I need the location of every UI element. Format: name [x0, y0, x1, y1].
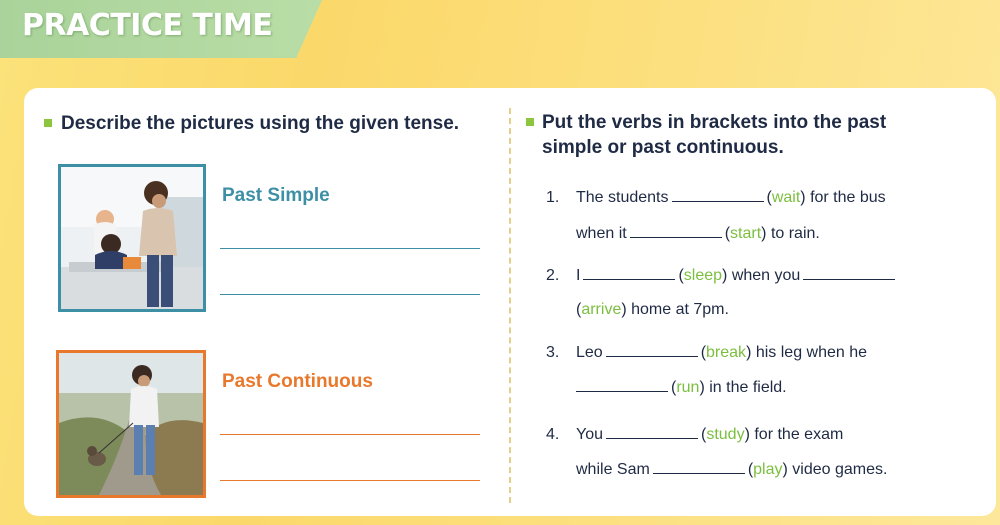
exercise-4-line-2: while Sam (play) video games. — [576, 461, 888, 478]
exercise-2-line-1: 2. I (sleep) when you — [546, 265, 898, 286]
answer-line[interactable] — [220, 434, 480, 435]
blank[interactable] — [653, 459, 745, 474]
tense-label-past-continuous: Past Continuous — [222, 371, 373, 392]
blank[interactable] — [583, 265, 675, 280]
blank[interactable] — [803, 265, 895, 280]
answer-line[interactable] — [220, 480, 480, 481]
exercise-1-line-2: when it (start) to rain. — [576, 225, 820, 242]
exercise-3-line-2: (run) in the field. — [576, 377, 787, 398]
tense-label-past-simple: Past Simple — [222, 185, 330, 206]
right-instruction: Put the verbs in brackets into the past simple or past continuous. — [542, 112, 887, 158]
left-instruction: Describe the pictures using the given tense. — [61, 113, 460, 134]
blank[interactable] — [630, 223, 722, 238]
blank[interactable] — [672, 187, 764, 202]
bullet-icon — [44, 119, 52, 127]
exercise-1-line-1: 1. The students (wait) for the bus — [546, 189, 886, 206]
exercise-4-line-1: 4. You (study) for the exam — [546, 426, 844, 443]
blank[interactable] — [606, 424, 698, 439]
classroom-photo — [58, 164, 206, 312]
exercise-2-line-2: (arrive) home at 7pm. — [576, 301, 729, 318]
worksheet-card — [24, 88, 996, 516]
exercise-3-line-1: 3. Leo (break) his leg when he — [546, 344, 868, 361]
blank[interactable] — [606, 342, 698, 357]
answer-line[interactable] — [220, 248, 480, 249]
bullet-icon — [526, 118, 534, 126]
boy-with-dog-photo — [56, 350, 206, 498]
blank[interactable] — [576, 377, 668, 392]
column-divider — [509, 108, 511, 503]
answer-line[interactable] — [220, 294, 480, 295]
banner-title: PRACTICE TIME — [22, 8, 273, 43]
